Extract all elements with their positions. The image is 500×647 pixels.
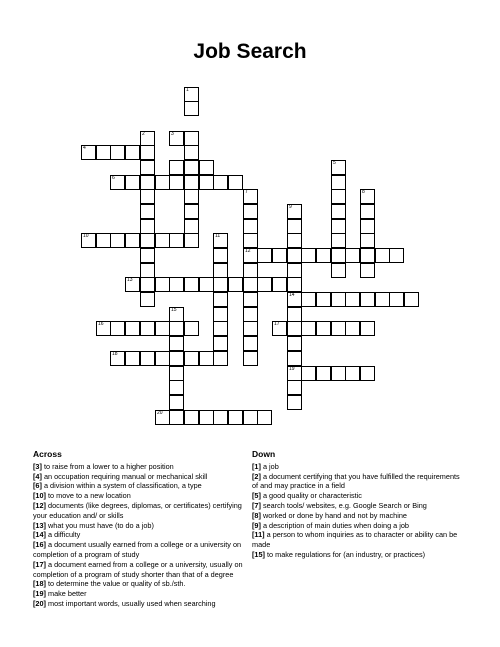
down-clue	[252, 511, 467, 521]
grid-cell[interactable]	[331, 248, 346, 263]
grid-cell[interactable]	[243, 277, 258, 292]
grid-cell[interactable]	[228, 277, 243, 292]
grid-cell[interactable]	[272, 321, 287, 336]
across-heading: Across	[33, 449, 62, 459]
grid-cell[interactable]	[345, 248, 360, 263]
grid-cell[interactable]	[213, 307, 228, 322]
clue-number: 3	[171, 131, 174, 137]
grid-cell[interactable]	[360, 219, 375, 234]
grid-cell[interactable]	[110, 321, 125, 336]
grid-cell[interactable]	[257, 410, 272, 425]
grid-cell[interactable]	[140, 277, 155, 292]
grid-cell[interactable]	[169, 233, 184, 248]
clue-text: a job	[262, 461, 279, 471]
clue-text: to raise from a lower to a higher position	[43, 461, 174, 471]
clue-number: 18	[112, 351, 118, 357]
clue-label: [18]	[33, 579, 46, 589]
grid-cell[interactable]	[360, 321, 375, 336]
down-clue	[252, 530, 467, 550]
down-clue	[252, 491, 467, 501]
grid-cell[interactable]	[125, 351, 140, 366]
grid-cell[interactable]	[243, 321, 258, 336]
grid-cell[interactable]	[287, 366, 302, 381]
grid-cell[interactable]	[169, 366, 184, 381]
clue-text: make better	[48, 589, 87, 599]
grid-cell[interactable]	[213, 336, 228, 351]
grid-cell[interactable]	[140, 219, 155, 234]
across-clue	[33, 491, 253, 501]
down-clue	[252, 521, 467, 531]
clue-label: [17]	[33, 559, 46, 569]
clue-label: [2]	[252, 471, 261, 481]
grid-cell[interactable]	[287, 351, 302, 366]
clue-text: a good quality or characteristic	[262, 491, 362, 501]
grid-cell[interactable]	[213, 263, 228, 278]
grid-cell[interactable]	[125, 233, 140, 248]
clue-text: a document earned from a college or a university, usually on completion of a program of study shorter than that of a degree	[33, 559, 243, 579]
grid-cell[interactable]	[155, 321, 170, 336]
grid-cell[interactable]	[184, 277, 199, 292]
grid-cell[interactable]	[96, 233, 111, 248]
grid-cell[interactable]	[169, 395, 184, 410]
grid-cell[interactable]	[375, 248, 390, 263]
grid-cell[interactable]	[110, 175, 125, 190]
grid-cell[interactable]	[81, 145, 96, 160]
clue-label: [8]	[252, 510, 261, 520]
grid-cell[interactable]	[169, 410, 184, 425]
grid-cell[interactable]	[228, 410, 243, 425]
clue-number: 4	[83, 145, 86, 151]
clue-number: 13	[127, 277, 133, 283]
grid-cell[interactable]	[243, 307, 258, 322]
clue-text: to determine the value or quality of sb./sth.	[48, 579, 186, 589]
down-heading: Down	[252, 449, 276, 459]
clue-text: a division within a system of classification, a type	[43, 481, 202, 491]
grid-cell[interactable]	[140, 145, 155, 160]
grid-cell[interactable]	[140, 175, 155, 190]
clue-label: [9]	[252, 520, 261, 530]
grid-cell[interactable]	[243, 263, 258, 278]
clue-label: [7]	[252, 500, 261, 510]
clue-text: to make regulations for (an industry, or practices)	[267, 549, 426, 559]
grid-cell[interactable]	[243, 292, 258, 307]
grid-cell[interactable]	[331, 233, 346, 248]
grid-cell[interactable]	[169, 277, 184, 292]
across-clue	[33, 501, 253, 521]
grid-cell[interactable]	[140, 292, 155, 307]
clue-number: 11	[215, 233, 221, 239]
grid-cell[interactable]	[184, 131, 199, 146]
grid-cell[interactable]	[184, 351, 199, 366]
grid-cell[interactable]	[184, 175, 199, 190]
grid-cell[interactable]	[169, 321, 184, 336]
down-clue	[252, 472, 467, 492]
grid-cell[interactable]	[184, 204, 199, 219]
grid-cell[interactable]	[110, 351, 125, 366]
grid-cell[interactable]	[345, 321, 360, 336]
grid-cell[interactable]	[404, 292, 419, 307]
clue-text: worked or done by hand and not by machine	[262, 510, 407, 520]
grid-cell[interactable]	[316, 321, 331, 336]
grid-cell[interactable]	[199, 160, 214, 175]
clue-label: [6]	[33, 481, 42, 491]
across-clues	[33, 450, 253, 609]
grid-cell[interactable]	[155, 277, 170, 292]
grid-cell[interactable]	[389, 248, 404, 263]
grid-cell[interactable]	[184, 189, 199, 204]
grid-cell[interactable]	[287, 219, 302, 234]
clue-number: 19	[289, 366, 295, 372]
grid-cell[interactable]	[360, 366, 375, 381]
grid-cell[interactable]	[169, 351, 184, 366]
grid-cell[interactable]	[360, 248, 375, 263]
grid-cell[interactable]	[287, 380, 302, 395]
clue-text: to move to a new location	[48, 491, 131, 501]
grid-cell[interactable]	[301, 248, 316, 263]
grid-cell[interactable]	[243, 351, 258, 366]
down-clues	[252, 450, 467, 560]
grid-cell[interactable]	[287, 263, 302, 278]
grid-cell[interactable]	[375, 292, 390, 307]
grid-cell[interactable]	[169, 175, 184, 190]
grid-cell[interactable]	[331, 204, 346, 219]
grid-cell[interactable]	[331, 160, 346, 175]
clue-label: [13]	[33, 520, 46, 530]
grid-cell[interactable]	[360, 263, 375, 278]
grid-cell[interactable]	[213, 277, 228, 292]
grid-cell[interactable]	[331, 321, 346, 336]
clue-label: [5]	[252, 491, 261, 501]
clue-label: [15]	[252, 549, 265, 559]
grid-cell[interactable]	[272, 248, 287, 263]
down-clue-list	[252, 462, 467, 560]
down-clue	[252, 550, 467, 560]
grid-cell[interactable]	[140, 204, 155, 219]
grid-cell[interactable]	[110, 233, 125, 248]
down-clue	[252, 462, 467, 472]
grid-cell[interactable]	[199, 277, 214, 292]
grid-cell[interactable]	[287, 233, 302, 248]
grid-cell[interactable]	[243, 336, 258, 351]
grid-cell[interactable]	[213, 351, 228, 366]
grid-cell[interactable]	[125, 175, 140, 190]
grid-cell[interactable]	[287, 292, 302, 307]
grid-cell[interactable]	[228, 175, 243, 190]
grid-cell[interactable]	[243, 233, 258, 248]
grid-cell[interactable]	[140, 248, 155, 263]
grid-cell[interactable]	[243, 189, 258, 204]
clue-number: 12	[245, 248, 251, 254]
clue-number: 2	[142, 131, 145, 137]
grid-cell[interactable]	[213, 248, 228, 263]
grid-cell[interactable]	[184, 233, 199, 248]
grid-cell[interactable]	[184, 219, 199, 234]
grid-cell[interactable]	[169, 307, 184, 322]
grid-cell[interactable]	[243, 410, 258, 425]
grid-cell[interactable]	[81, 233, 96, 248]
grid-cell[interactable]	[184, 160, 199, 175]
clue-label: [20]	[33, 598, 46, 608]
clue-label: [12]	[33, 500, 46, 510]
down-clue	[252, 501, 467, 511]
grid-cell[interactable]	[301, 321, 316, 336]
grid-cell[interactable]	[360, 292, 375, 307]
grid-cell[interactable]	[184, 145, 199, 160]
across-clue	[33, 540, 253, 560]
grid-cell[interactable]	[213, 410, 228, 425]
clue-text: a description of main duties when doing a job	[262, 520, 409, 530]
grid-cell[interactable]	[272, 277, 287, 292]
grid-cell[interactable]	[213, 175, 228, 190]
grid-cell[interactable]	[125, 321, 140, 336]
clue-label: [3]	[33, 461, 42, 471]
across-clue	[33, 560, 253, 580]
clue-label: [14]	[33, 530, 46, 540]
grid-cell[interactable]	[316, 292, 331, 307]
grid-cell[interactable]	[199, 351, 214, 366]
clue-number: 7	[245, 189, 248, 195]
clue-number: 8	[362, 189, 365, 195]
grid-cell[interactable]	[169, 160, 184, 175]
grid-cell[interactable]	[345, 292, 360, 307]
grid-cell[interactable]	[199, 410, 214, 425]
grid-cell[interactable]	[140, 233, 155, 248]
clue-number: 17	[274, 321, 280, 327]
clue-number: 10	[83, 233, 89, 239]
clue-text: a document certifying that you have fulfilled the requirements of and may practice in a field	[252, 471, 460, 491]
clue-number: 20	[157, 410, 163, 416]
grid-cell[interactable]	[331, 263, 346, 278]
grid-cell[interactable]	[360, 189, 375, 204]
grid-cell[interactable]	[316, 248, 331, 263]
grid-cell[interactable]	[140, 321, 155, 336]
puzzle-title: Job Search	[193, 40, 307, 63]
grid-cell[interactable]	[155, 233, 170, 248]
grid-cell[interactable]	[301, 366, 316, 381]
grid-cell[interactable]	[125, 145, 140, 160]
clue-text: a document usually earned from a college or a university on completion of a program of study	[33, 540, 242, 559]
grid-cell[interactable]	[331, 189, 346, 204]
grid-cell[interactable]	[169, 336, 184, 351]
grid-cell[interactable]	[287, 321, 302, 336]
grid-cell[interactable]	[287, 307, 302, 322]
grid-cell[interactable]	[184, 101, 199, 116]
grid-cell[interactable]	[345, 366, 360, 381]
grid-cell[interactable]	[360, 204, 375, 219]
clue-text: most important words, usually used when searching	[48, 598, 216, 608]
grid-cell[interactable]	[110, 145, 125, 160]
clue-label: [10]	[33, 491, 46, 501]
grid-cell[interactable]	[125, 277, 140, 292]
grid-cell[interactable]	[287, 336, 302, 351]
clue-text: documents (like degrees, diplomas, or certificates) certifying your education and/ or skills	[33, 500, 242, 520]
clue-text: an occupation requiring manual or mechanical skill	[43, 471, 208, 481]
across-clue	[33, 521, 253, 531]
grid-cell[interactable]	[360, 233, 375, 248]
grid-cell[interactable]	[199, 175, 214, 190]
clue-label: [16]	[33, 540, 46, 550]
grid-cell[interactable]	[301, 292, 316, 307]
grid-cell[interactable]	[140, 160, 155, 175]
clue-label: [1]	[252, 461, 261, 471]
grid-cell[interactable]	[213, 321, 228, 336]
grid-cell[interactable]	[213, 233, 228, 248]
across-clue-list	[33, 462, 253, 609]
grid-cell[interactable]	[316, 366, 331, 381]
clue-text: search tools/ websites, e.g. Google Search or Bing	[262, 500, 427, 510]
grid-cell[interactable]	[96, 145, 111, 160]
grid-cell[interactable]	[169, 380, 184, 395]
grid-cell[interactable]	[140, 351, 155, 366]
clue-number: 9	[289, 204, 292, 210]
clue-text: what you must have (to do a job)	[48, 520, 154, 530]
grid-cell[interactable]	[155, 175, 170, 190]
grid-cell[interactable]	[389, 292, 404, 307]
grid-cell[interactable]	[331, 175, 346, 190]
clue-label: [4]	[33, 471, 42, 481]
clue-number: 14	[289, 292, 295, 298]
grid-cell[interactable]	[287, 204, 302, 219]
grid-cell[interactable]	[184, 87, 199, 102]
across-clue	[33, 472, 253, 482]
grid-cell[interactable]	[287, 277, 302, 292]
grid-cell[interactable]	[243, 248, 258, 263]
across-clue	[33, 579, 253, 589]
grid-cell[interactable]	[257, 277, 272, 292]
clue-number: 15	[171, 307, 177, 313]
clue-label: [19]	[33, 589, 46, 599]
grid-cell[interactable]	[243, 204, 258, 219]
clue-text: a difficulty	[48, 530, 81, 540]
grid-cell[interactable]	[243, 219, 258, 234]
clue-number: 1	[186, 87, 189, 93]
grid-cell[interactable]	[287, 248, 302, 263]
grid-cell[interactable]	[140, 131, 155, 146]
grid-cell[interactable]	[155, 351, 170, 366]
grid-cell[interactable]	[287, 395, 302, 410]
grid-cell[interactable]	[184, 410, 199, 425]
grid-cell[interactable]	[155, 410, 170, 425]
grid-cell[interactable]	[169, 131, 184, 146]
grid-cell[interactable]	[331, 366, 346, 381]
clue-text: a person to whom inquiries as to character or ability can be made	[252, 530, 458, 550]
grid-cell[interactable]	[184, 321, 199, 336]
clue-label: [11]	[252, 530, 265, 540]
clue-number: 5	[333, 160, 336, 166]
grid-cell[interactable]	[96, 321, 111, 336]
across-clue	[33, 589, 253, 599]
grid-cell[interactable]	[331, 219, 346, 234]
across-clue	[33, 530, 253, 540]
clue-number: 6	[112, 175, 115, 181]
grid-cell[interactable]	[331, 292, 346, 307]
across-clue	[33, 599, 253, 609]
grid-cell[interactable]	[257, 248, 272, 263]
across-clue	[33, 462, 253, 472]
grid-cell[interactable]	[140, 189, 155, 204]
grid-cell[interactable]	[213, 292, 228, 307]
clue-number: 16	[98, 321, 104, 327]
across-clue	[33, 481, 253, 491]
grid-cell[interactable]	[140, 263, 155, 278]
